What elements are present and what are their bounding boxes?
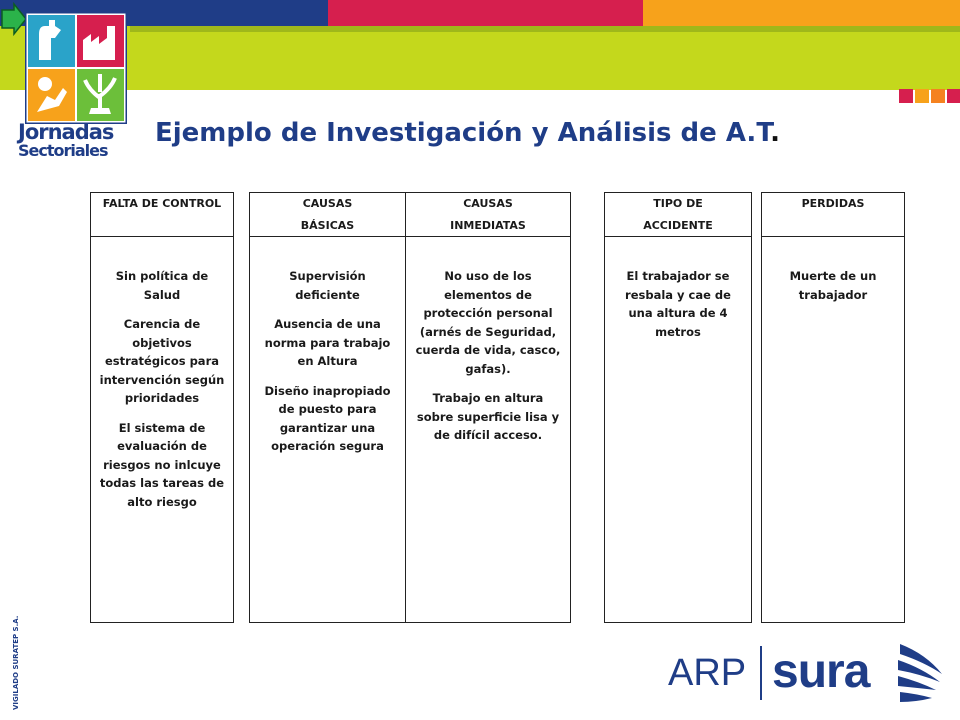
- column-item: Carencia de objetivos estratégicos para intervención según prioridades: [99, 317, 225, 405]
- square-red-2: [947, 89, 960, 103]
- column-header-line: CAUSAS: [302, 197, 353, 210]
- column-item: Sin política de Salud: [115, 269, 209, 302]
- column-item: Trabajo en altura sobre superficie lisa y de difícil acceso.: [416, 391, 560, 442]
- column-item: Ausencia de una norma para trabajo en Altura: [264, 317, 391, 368]
- column-header-line: TIPO DE: [653, 197, 703, 210]
- page-title: [155, 118, 780, 148]
- column-item: El sistema de evaluación de riesgos no inlcuye todas las tareas de alto riesgo: [99, 420, 225, 509]
- next-arrow-icon[interactable]: [0, 2, 28, 36]
- sura-wings-icon: [896, 640, 946, 706]
- column-body-2: [249, 236, 406, 623]
- column-item: Diseño inapropiado de puesto para garantizar una operación segura: [264, 383, 391, 453]
- jornadas-logo: [25, 12, 127, 124]
- column-body-4: [604, 236, 752, 623]
- column-header-5: [761, 192, 905, 236]
- column-header-1: [90, 192, 234, 236]
- column-item: No uso de los elementos de protección personal (arnés de Seguridad, cuerda de vida, casco, gafas).: [415, 269, 561, 376]
- sura-label: sura: [772, 645, 870, 698]
- column-header-line: PERDIDAS: [801, 197, 865, 210]
- vigilado-side-text: [6, 572, 22, 712]
- top-bar-green: [0, 26, 960, 90]
- jornadas-logo-icon: [25, 12, 127, 124]
- arp-sura-logo: [668, 640, 948, 710]
- column-item: El trabajador se resbala y cae de una altura de 4 metros: [625, 269, 731, 339]
- column-header-line: ACCIDENTE: [643, 219, 713, 232]
- square-orange-2: [931, 89, 945, 103]
- column-header-line: BÁSICAS: [300, 219, 355, 232]
- logo-divider: [760, 646, 762, 700]
- logo-line-1: Jornadas: [18, 120, 114, 144]
- page-title-dot: .: [770, 118, 780, 148]
- column-header-3: [405, 192, 571, 236]
- column-body-5: [761, 236, 905, 623]
- column-body-3: [405, 236, 571, 623]
- column-item: Supervisión deficiente: [289, 269, 366, 302]
- column-body-1: [90, 236, 234, 623]
- page-title-text: Ejemplo de Investigación y Análisis de A.T: [155, 118, 771, 148]
- arp-label: ARP: [668, 652, 747, 694]
- column-header-line: INMEDIATAS: [450, 219, 526, 232]
- column-header-line: FALTA DE CONTROL: [102, 197, 222, 210]
- top-bar-red: [328, 0, 643, 26]
- logo-line-2: Sectoriales: [18, 141, 108, 160]
- column-header-2: [249, 192, 406, 236]
- square-red: [899, 89, 913, 103]
- column-header-line: CAUSAS: [463, 197, 513, 210]
- vigilado-text: VIGILADO SURATEP S.A.: [12, 615, 20, 710]
- column-item: Muerte de un trabajador: [789, 269, 877, 302]
- top-bar-green-dark: [130, 26, 960, 32]
- top-bar-orange: [643, 0, 960, 26]
- square-orange: [915, 89, 929, 103]
- column-header-4: [604, 192, 752, 236]
